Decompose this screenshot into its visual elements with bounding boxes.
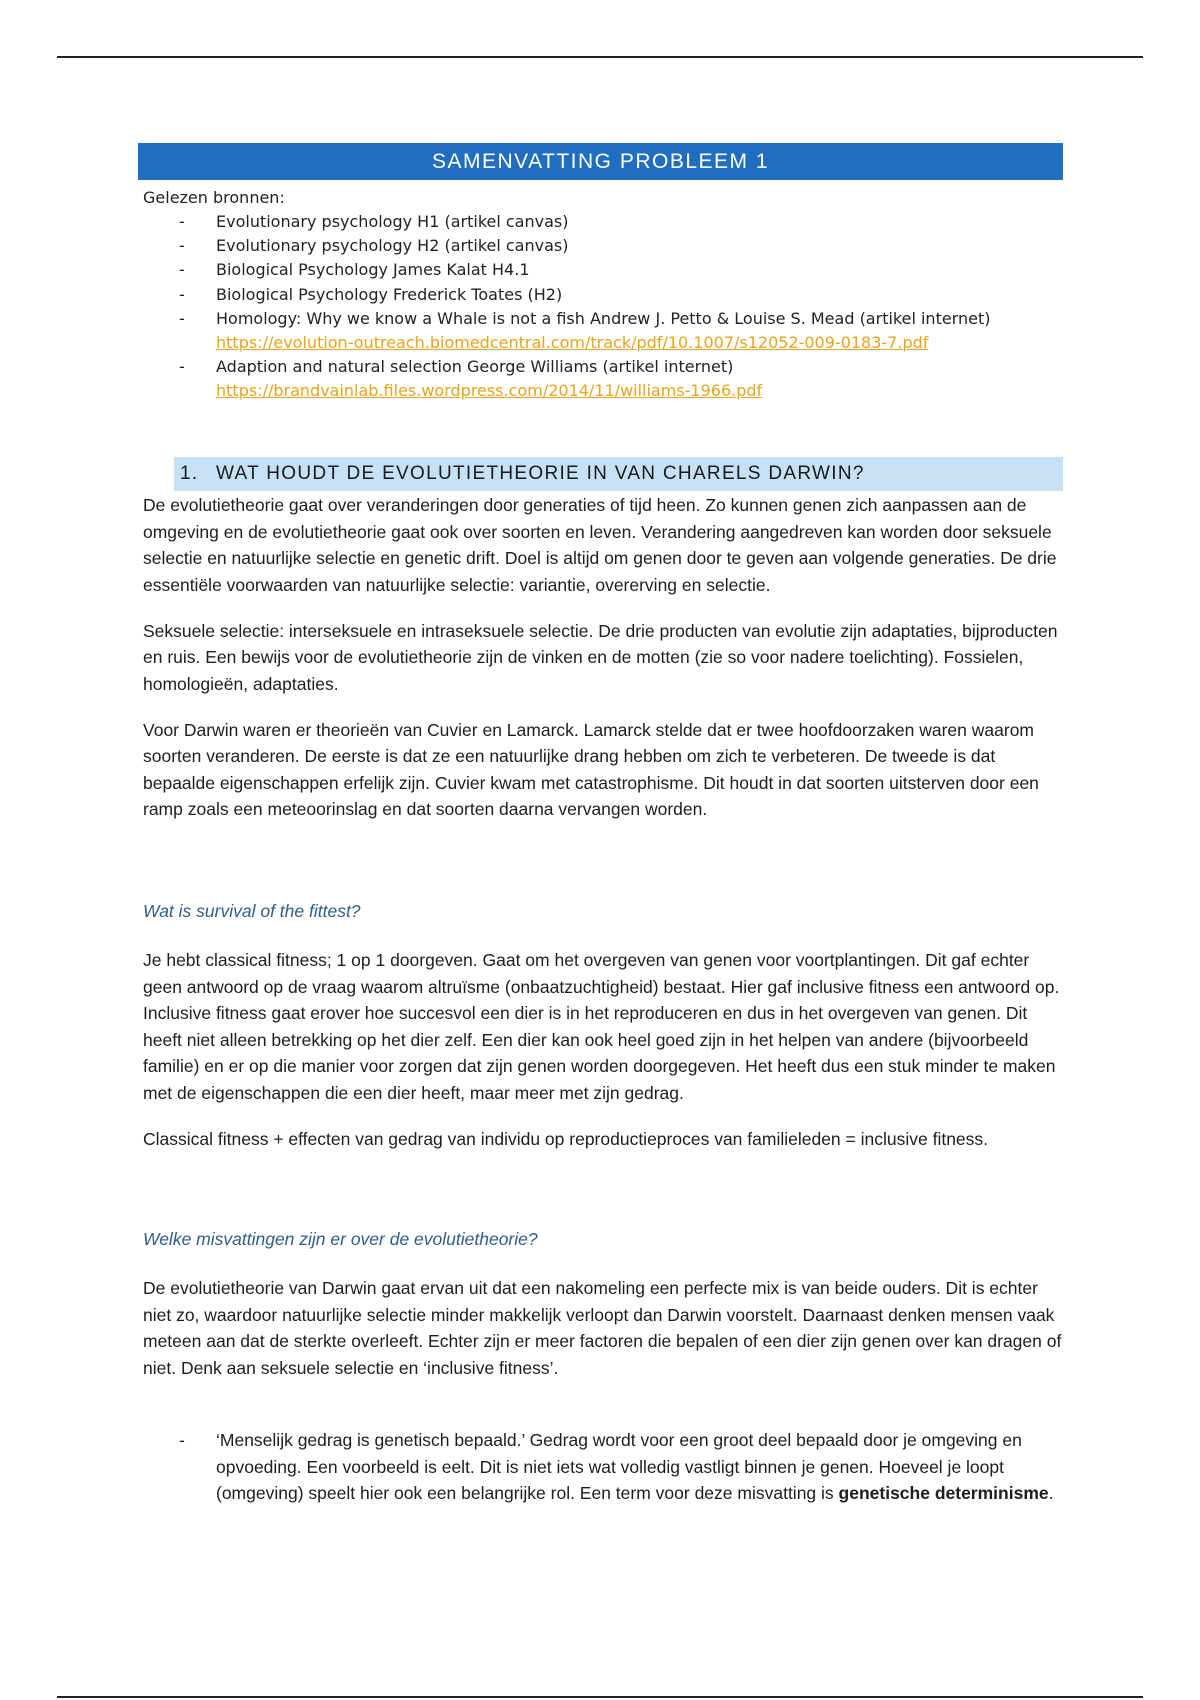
footer-rule: [57, 1696, 1143, 1698]
source-link[interactable]: https://brandvainlab.files.wordpress.com/2014/11/williams-1966.pdf: [216, 381, 763, 401]
source-text: Homology: Why we know a Whale is not a fish Andrew J. Petto & Louise S. Mead (artikel internet): [216, 308, 991, 328]
bullet-text: [143, 1427, 1063, 1507]
document-title: SAMENVATTING PROBLEEM 1: [138, 143, 1063, 180]
subheading-question: Wat is survival of the fittest?: [143, 901, 361, 921]
bullet-item: [143, 1427, 1063, 1507]
source-item: - Evolutionary psychology H2 (artikel canvas): [179, 236, 569, 256]
source-text: Evolutionary psychology H2 (artikel canvas): [216, 236, 569, 256]
paragraph: Voor Darwin waren er theorieën van Cuvier en Lamarck. Lamarck stelde dat er twee hoofdoorzaken waren waarom soorten veranderen. De eerste is dat ze een natuurlijke drang hebben om zich te verbeteren. De tweede is dat bepaalde eigenschappen erfelijk zijn. Cuvier kwam met catastrophisme. Dit houdt in dat soorten uitsterven door een ramp zoals een meteoorinslag en dat soorten daarna vervangen worden.: [143, 719, 1039, 819]
paragraph: Seksuele selectie: interseksuele en intraseksuele selectie. De drie producten van evolutie zijn adaptaties, bijproducten en ruis. Een bewijs voor de evolutietheorie zijn de vinken en de motten (zie so voor nadere toelichting). Fossielen, homologieën, adaptaties.: [143, 620, 1058, 694]
source-text: Biological Psychology James Kalat H4.1: [216, 260, 530, 280]
bullet-text-main: ‘Menselijk gedrag is genetisch bepaald.’ Gedrag wordt voor een groot deel bepaald door je omgeving en opvoeding. Een voorbeeld is eelt. Dit is niet iets wat volledig vastligt binnen je genen. Hoeveel je loopt (omgeving) speelt hier ook een belangrijke rol. Een term voor deze misvatting is: [216, 1430, 1022, 1503]
section-heading: [174, 457, 1063, 491]
section2-body: [143, 947, 1063, 1172]
sources-list: [143, 210, 1063, 404]
section3-body: [143, 1275, 1063, 1401]
sources-intro: Gelezen bronnen:: [143, 188, 285, 207]
source-item: - Biological Psychology Frederick Toates (H2): [179, 284, 563, 304]
paragraph: Classical fitness + effecten van gedrag van individu op reproductieproces van familieleden = inclusive fitness.: [143, 1128, 989, 1149]
paragraph: Je hebt classical fitness; 1 op 1 doorgeven. Gaat om het overgeven van genen voor voortplantingen. Dit gaf echter geen antwoord op de vraag waarom altruïsme (onbaatzuchtigheid) bestaat. Hier gaf inclusive fitness een antwoord op. Inclusive fitness gaat erover hoe succesvol een dier is in het reproduceren en dus in het overgeven van genen. Dit heeft niet alleen betrekking op het dier zelf. Een dier kan ook heel goed zijn in het helpen van andere (bijvoorbeeld familie) en er op die manier voor zorgen dat zijn genen worden doorgegeven. Het heeft dus een stuk minder te maken met de eigenschappen die een dier heeft, maar meer met zijn gedrag.: [143, 950, 1060, 1103]
source-text: Adaption and natural selection George Williams (artikel internet): [216, 357, 734, 377]
section1-body: [143, 492, 1063, 842]
bullet-end: .: [1048, 1483, 1054, 1503]
subheading-question: Welke misvattingen zijn er over de evolutietheorie?: [143, 1229, 538, 1249]
source-item: - Adaption and natural selection George Williams (artikel internet) https://brandvainlab.files.wordpress.com/2014/11/williams-1966.pdf: [143, 355, 1063, 403]
sources-block: [143, 186, 1063, 404]
paragraph: De evolutietheorie van Darwin gaat ervan uit dat een nakomeling een perfecte mix is van beide ouders. Dit is echter niet zo, waardoor natuurlijke selectie minder makkelijk verloopt dan Darwin voorstelt. Daarnaast denken mensen vaak meteen aan dat de sterkte overleeft. Echter zijn er meer factoren die bepalen of een dier zijn genen over kan dragen of niet. Denk aan seksuele selectie en ‘inclusive fitness’.: [143, 1278, 1062, 1378]
source-text: Evolutionary psychology H1 (artikel canvas): [216, 212, 569, 231]
source-link[interactable]: https://evolution-outreach.biomedcentral.com/track/pdf/10.1007/s12052-009-0183-7.pdf: [216, 333, 929, 353]
source-item: - Evolutionary psychology H1 (artikel canvas): [179, 212, 569, 231]
bullet-bold-term: genetische determinisme: [838, 1483, 1049, 1503]
section-number: 1.: [180, 463, 199, 484]
header-rule: [57, 56, 1143, 58]
source-text: Biological Psychology Frederick Toates (H2): [216, 284, 563, 304]
bullet-dash: -: [179, 1430, 185, 1450]
paragraph: De evolutietheorie gaat over veranderingen door generaties of tijd heen. Zo kunnen genen zich aanpassen aan de omgeving en de evolutietheorie gaat ook over soorten en leven. Verandering aangedreven kan worden door seksuele selectie en natuurlijke selectie en genetic drift. Doel is altijd om genen door te geven aan volgende generaties. De drie essentiële voorwaarden van natuurlijke selectie: variantie, overerving en selectie.: [143, 495, 1057, 595]
section-heading-text: WAT HOUDT DE EVOLUTIETHEORIE IN VAN CHARELS DARWIN?: [216, 463, 865, 484]
source-item: - Homology: Why we know a Whale is not a fish Andrew J. Petto & Louise S. Mead (artikel internet) https://evolution-outreach.biomedcentral.com/track/pdf/10.1007/s12052-009-0183-7.pdf: [143, 307, 1063, 355]
source-item: - Biological Psychology James Kalat H4.1: [179, 260, 530, 280]
